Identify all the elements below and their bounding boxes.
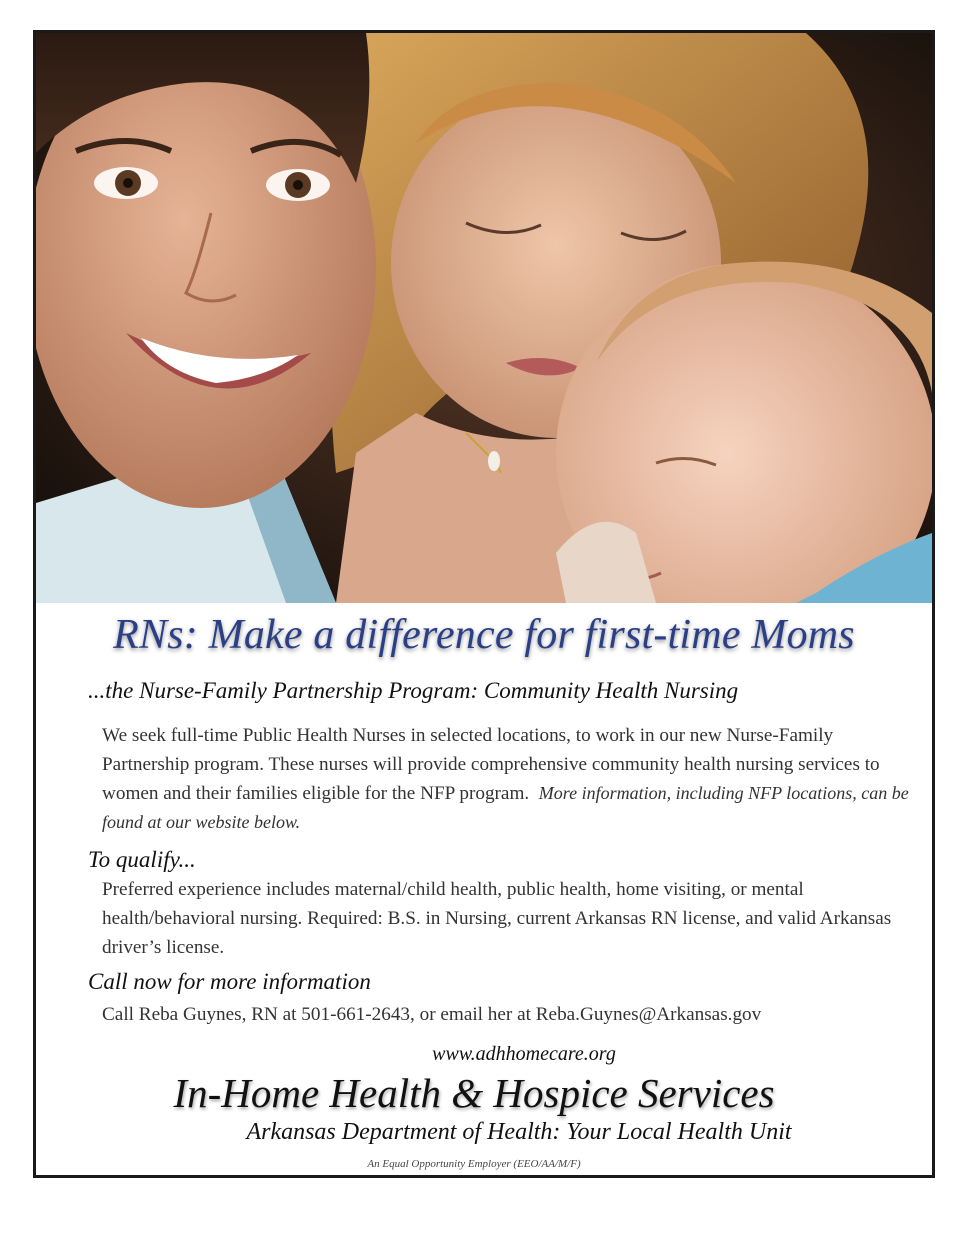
website-note: More information, including NFP locations, can be found at our website below. (102, 783, 909, 832)
flyer-frame (33, 30, 935, 1178)
intro-text: We seek full-time Public Health Nurses in selected locations, to work in our new Nurse-Family Partnership program. These nurses will provide comprehensive community health nursing services to women and their families eligible for the NFP program. (102, 725, 880, 804)
intro-paragraph (102, 721, 912, 837)
eeo-statement: An Equal Opportunity Employer (EEO/AA/M/F) (367, 1158, 581, 1170)
website-link[interactable]: www.adhhomecare.org (432, 1043, 616, 1065)
contact-text: Call Reba Guynes, RN at 501-661-2643, or email her at Reba.Guynes@Arkansas.gov (102, 1004, 762, 1025)
organization-name: In-Home Health & Hospice Services (173, 1070, 775, 1116)
program-subheading: ...the Nurse-Family Partnership Program: Community Health Nursing (88, 678, 739, 703)
headline: RNs: Make a difference for first-time Moms (113, 612, 855, 658)
qualify-text: Preferred experience includes maternal/child health, public health, home visiting, or mental health/behavioral nursing. Required: B.S. in Nursing, current Arkansas RN license, and valid Arkansas driver’s license. (102, 879, 892, 958)
hero-photo (36, 33, 932, 603)
contact-heading: Call now for more information (88, 969, 371, 994)
qualify-heading: To qualify... (88, 847, 196, 872)
department-name: Arkansas Department of Health: Your Local Health Unit (246, 1119, 792, 1145)
